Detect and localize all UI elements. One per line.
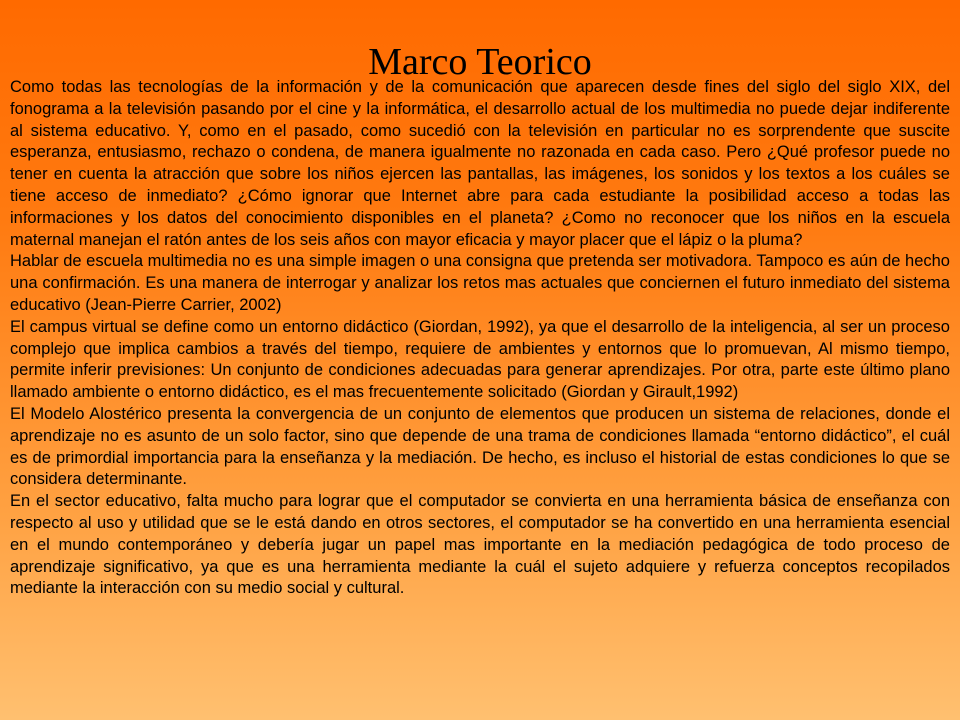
paragraph-5: En el sector educativo, falta mucho para lograr que el computador se convierta en una herramienta básica de enseñanza con respecto al uso y utilidad que se le está dando en otros sectores, el computador se ha convertido en una herramienta esencial en el mundo contemporáneo y debería jugar un papel mas importante en la mediación pedagógica de todo proceso de aprendizaje significativo, ya que es una herramienta mediante la cuál el sujeto adquiere y refuerza conceptos recopilados mediante la interacción con su medio social y cultural. (10, 492, 950, 598)
paragraph-2: Hablar de escuela multimedia no es una simple imagen o una consigna que pretenda ser motivadora. Tampoco es aún de hecho una confirmación. Es una manera de interrogar y analizar los retos mas actuales que conciernen el futuro inmediato del sistema educativo (Jean-Pierre Carrier, 2002) (10, 252, 950, 314)
slide-body (10, 77, 950, 600)
slide-title: Marco Teorico (368, 41, 592, 83)
paragraph-3: El campus virtual se define como un entorno didáctico (Giordan, 1992), ya que el desarrollo de la inteligencia, al ser un proceso complejo que implica cambios a través del tiempo, requiere de ambientes y entornos que lo promuevan, Al mismo tiempo, permite inferir previsiones: Un conjunto de condiciones adecuadas para generar aprendizajes. Por otra, parte este último plano llamado ambiente o entorno didáctico, es el mas frecuentemente solicitado (Giordan y Girault,1992) (10, 317, 950, 402)
paragraph-4: El Modelo Alostérico presenta la convergencia de un conjunto de elementos que producen un sistema de relaciones, donde el aprendizaje no es asunto de un solo factor, sino que depende de una trama de condiciones llamada “entorno didáctico”, el cuál es de primordial importancia para la enseñanza y la mediación. De hecho, es incluso el historial de estas condiciones lo que se considera determinante. (10, 404, 950, 489)
paragraph-1: Como todas las tecnologías de la información y de la comunicación que aparecen desde fines del siglo del siglo XIX, del fonograma a la televisión pasando por el cine y la informática, el desarrollo actual de los multimedia no puede dejar indiferente al sistema educativo. Y, como en el pasado, como sucedió con la televisión en particular no es sorprendente que suscite esperanza, entusiasmo, rechazo o condena, de manera igualmente no razonada en cada caso. Pero ¿Qué profesor puede no tener en cuenta la atracción que sobre los niños ejercen las pantallas, las imágenes, los sonidos y los textos a los cuáles se tiene acceso de inmediato? ¿Cómo ignorar que Internet abre para cada estudiante la posibilidad acceso a todas las informaciones y los datos del conocimiento disponibles en el planeta? ¿Como no reconocer que los niños en la escuela maternal manejan el ratón antes de los seis años con mayor eficacia y mayor placer que el lápiz o la pluma? (10, 78, 950, 249)
